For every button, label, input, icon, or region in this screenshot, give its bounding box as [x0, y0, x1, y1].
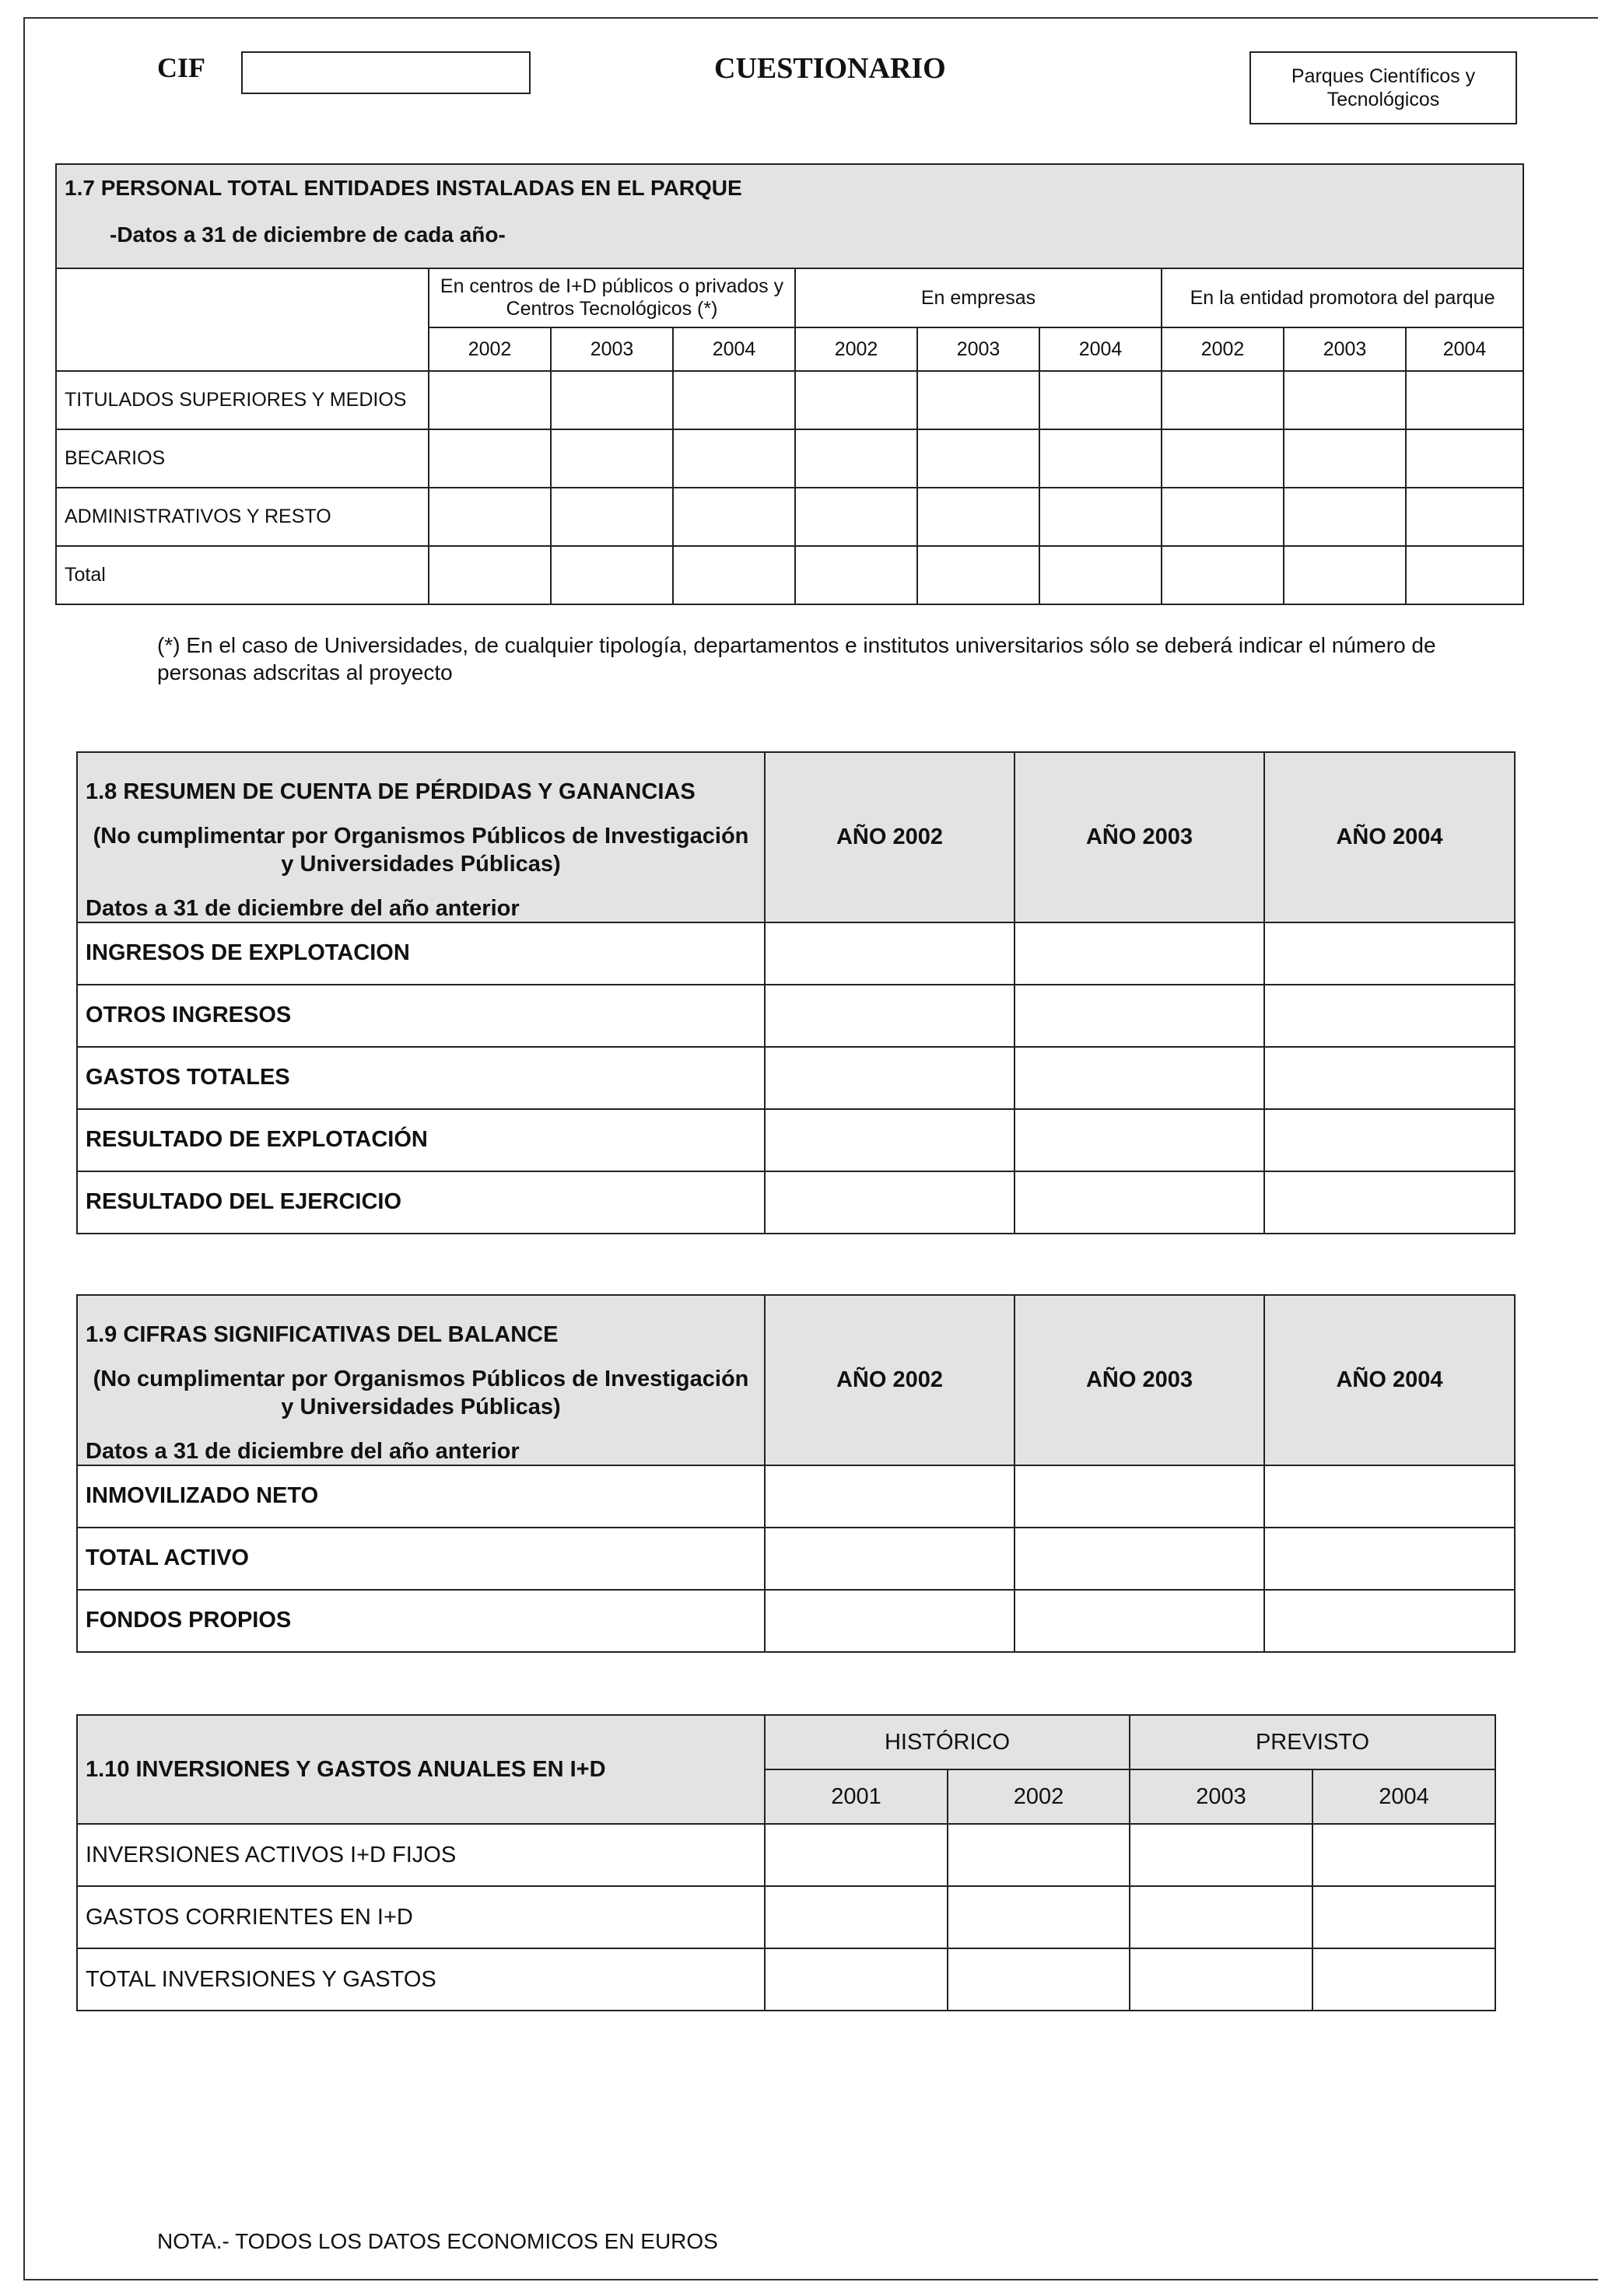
- year-header: 2004: [1312, 1769, 1495, 1824]
- row-label: GASTOS TOTALES: [77, 1047, 765, 1109]
- section-1-7-header: [56, 164, 1523, 268]
- input-cell[interactable]: [948, 1824, 1130, 1886]
- input-cell[interactable]: [1162, 371, 1284, 429]
- year-header: 2003: [1284, 327, 1406, 371]
- year-header: 2004: [673, 327, 795, 371]
- input-cell[interactable]: [1264, 1109, 1515, 1171]
- table-row: [77, 922, 1515, 985]
- year-header: AÑO 2004: [1264, 752, 1515, 922]
- table-row: [77, 1824, 1495, 1886]
- year-header: 2003: [1130, 1769, 1312, 1824]
- year-header: AÑO 2002: [765, 1295, 1015, 1465]
- table-personal-total: [55, 163, 1524, 605]
- input-cell[interactable]: [1162, 429, 1284, 488]
- input-cell[interactable]: [917, 546, 1039, 604]
- input-cell[interactable]: [765, 1824, 948, 1886]
- input-cell[interactable]: [1264, 1465, 1515, 1528]
- cif-label: CIF: [157, 52, 205, 83]
- section-1-7-title: 1.7 PERSONAL TOTAL ENTIDADES INSTALADAS EN EL PARQUE: [65, 176, 742, 200]
- row-label: TOTAL ACTIVO: [77, 1528, 765, 1590]
- document-category-box: Parques Científicos y Tecnológicos: [1249, 51, 1517, 124]
- input-cell[interactable]: [795, 488, 917, 546]
- input-cell[interactable]: [429, 371, 551, 429]
- input-cell[interactable]: [765, 985, 1015, 1047]
- input-cell[interactable]: [765, 1047, 1015, 1109]
- input-cell[interactable]: [765, 1109, 1015, 1171]
- table-row: [77, 1465, 1515, 1528]
- table-row: [77, 1948, 1495, 2011]
- row-label: INVERSIONES ACTIVOS I+D FIJOS: [77, 1824, 765, 1886]
- input-cell[interactable]: [948, 1886, 1130, 1948]
- table-perdidas-ganancias: [76, 751, 1516, 1234]
- input-cell[interactable]: [1284, 429, 1406, 488]
- section-1-9-header: [77, 1295, 765, 1465]
- year-header: AÑO 2003: [1015, 1295, 1264, 1465]
- input-cell[interactable]: [1015, 1109, 1264, 1171]
- year-header: 2002: [795, 327, 917, 371]
- table-row: [56, 429, 1523, 488]
- row-label: FONDOS PROPIOS: [77, 1590, 765, 1652]
- input-cell[interactable]: [673, 371, 795, 429]
- section-1-10-title: 1.10 INVERSIONES Y GASTOS ANUALES EN I+D: [77, 1715, 765, 1824]
- table-row: [77, 1171, 1515, 1234]
- row-label: TITULADOS SUPERIORES Y MEDIOS: [56, 371, 429, 429]
- input-cell[interactable]: [1264, 1590, 1515, 1652]
- previsto-header: PREVISTO: [1130, 1715, 1495, 1769]
- input-cell[interactable]: [795, 371, 917, 429]
- input-cell[interactable]: [1264, 1171, 1515, 1234]
- input-cell[interactable]: [673, 546, 795, 604]
- footnote: (*) En el caso de Universidades, de cualquier tipología, departamentos e institutos universitarios sólo se deberá indicar el número de personas adscritas al proyecto: [157, 633, 1436, 684]
- input-cell[interactable]: [429, 488, 551, 546]
- table-row: [56, 546, 1523, 604]
- input-cell[interactable]: [1264, 922, 1515, 985]
- table-row: [77, 985, 1515, 1047]
- input-cell[interactable]: [1039, 429, 1162, 488]
- input-cell[interactable]: [765, 1171, 1015, 1234]
- input-cell[interactable]: [1015, 1047, 1264, 1109]
- year-header: 2003: [917, 327, 1039, 371]
- row-label: Total: [56, 546, 429, 604]
- year-header: 2002: [429, 327, 551, 371]
- input-cell[interactable]: [1015, 985, 1264, 1047]
- row-label-header-cell: [56, 268, 429, 371]
- input-cell[interactable]: [1284, 546, 1406, 604]
- year-header: AÑO 2004: [1264, 1295, 1515, 1465]
- table-row: [77, 1886, 1495, 1948]
- input-cell[interactable]: [1264, 1047, 1515, 1109]
- input-cell[interactable]: [1130, 1886, 1312, 1948]
- input-cell[interactable]: [1130, 1824, 1312, 1886]
- table-row: [56, 488, 1523, 546]
- input-cell[interactable]: [765, 1948, 948, 2011]
- input-cell[interactable]: [1264, 1528, 1515, 1590]
- input-cell[interactable]: [1264, 985, 1515, 1047]
- input-cell[interactable]: [948, 1948, 1130, 2011]
- input-cell[interactable]: [1312, 1948, 1495, 2011]
- input-cell[interactable]: [1015, 1171, 1264, 1234]
- input-cell[interactable]: [429, 429, 551, 488]
- table-row: [77, 1109, 1515, 1171]
- document-title: CUESTIONARIO: [714, 52, 946, 85]
- input-cell[interactable]: [1406, 429, 1523, 488]
- table-row: [77, 1590, 1515, 1652]
- group-header-rd-centers: En centros de I+D públicos o privados y Centros Tecnológicos (*): [429, 268, 795, 327]
- section-1-9-note: (No cumplimentar por Organismos Públicos de Investigación y Universidades Públicas): [93, 1367, 749, 1420]
- row-label: INGRESOS DE EXPLOTACION: [77, 922, 765, 985]
- input-cell[interactable]: [1039, 371, 1162, 429]
- year-header: 2004: [1406, 327, 1523, 371]
- year-header: 2004: [1039, 327, 1162, 371]
- input-cell[interactable]: [765, 1590, 1015, 1652]
- input-cell[interactable]: [1015, 1590, 1264, 1652]
- input-cell[interactable]: [551, 429, 673, 488]
- input-cell[interactable]: [765, 1528, 1015, 1590]
- input-cell[interactable]: [551, 546, 673, 604]
- input-cell[interactable]: [673, 429, 795, 488]
- row-label: GASTOS CORRIENTES EN I+D: [77, 1886, 765, 1948]
- input-cell[interactable]: [551, 488, 673, 546]
- currency-note: NOTA.- TODOS LOS DATOS ECONOMICOS EN EUROS: [157, 2229, 718, 2253]
- input-cell[interactable]: [1284, 371, 1406, 429]
- input-cell[interactable]: [1312, 1886, 1495, 1948]
- section-1-8-date-note: Datos a 31 de diciembre del año anterior: [86, 895, 520, 921]
- input-cell[interactable]: [1015, 1528, 1264, 1590]
- input-cell[interactable]: [765, 1886, 948, 1948]
- year-header: 2002: [948, 1769, 1130, 1824]
- section-1-8-title: 1.8 RESUMEN DE CUENTA DE PÉRDIDAS Y GANANCIAS: [86, 779, 696, 804]
- input-cell[interactable]: [765, 1465, 1015, 1528]
- input-cell[interactable]: [917, 488, 1039, 546]
- year-header: 2003: [551, 327, 673, 371]
- section-1-9-date-note: Datos a 31 de diciembre del año anterior: [86, 1438, 520, 1464]
- input-cell[interactable]: [1162, 488, 1284, 546]
- historico-header: HISTÓRICO: [765, 1715, 1130, 1769]
- input-cell[interactable]: [1312, 1824, 1495, 1886]
- input-cell[interactable]: [429, 546, 551, 604]
- section-1-9-title: 1.9 CIFRAS SIGNIFICATIVAS DEL BALANCE: [86, 1322, 559, 1347]
- input-cell[interactable]: [765, 922, 1015, 985]
- row-label: RESULTADO DE EXPLOTACIÓN: [77, 1109, 765, 1171]
- row-label: RESULTADO DEL EJERCICIO: [77, 1171, 765, 1234]
- row-label: BECARIOS: [56, 429, 429, 488]
- section-1-7-subtitle: -Datos a 31 de diciembre de cada año-: [110, 222, 506, 247]
- input-cell[interactable]: [917, 371, 1039, 429]
- input-cell[interactable]: [795, 546, 917, 604]
- row-label: ADMINISTRATIVOS Y RESTO: [56, 488, 429, 546]
- table-row: [77, 1528, 1515, 1590]
- section-1-8-note: (No cumplimentar por Organismos Públicos de Investigación y Universidades Públicas): [93, 824, 749, 877]
- input-cell[interactable]: [1039, 546, 1162, 604]
- row-label: INMOVILIZADO NETO: [77, 1465, 765, 1528]
- input-cell[interactable]: [1284, 488, 1406, 546]
- year-header: 2001: [765, 1769, 948, 1824]
- table-inversiones-gastos: [76, 1714, 1496, 2011]
- section-1-8-header: [77, 752, 765, 922]
- input-cell[interactable]: [1406, 488, 1523, 546]
- input-cell[interactable]: [1406, 371, 1523, 429]
- input-cell[interactable]: [673, 488, 795, 546]
- input-cell[interactable]: [1162, 546, 1284, 604]
- group-header-entidad-promotora: En la entidad promotora del parque: [1162, 268, 1523, 327]
- input-cell[interactable]: [551, 371, 673, 429]
- input-cell[interactable]: [1130, 1948, 1312, 2011]
- row-label: OTROS INGRESOS: [77, 985, 765, 1047]
- year-header: AÑO 2002: [765, 752, 1015, 922]
- table-cifras-balance: [76, 1294, 1516, 1653]
- row-label: TOTAL INVERSIONES Y GASTOS: [77, 1948, 765, 2011]
- cif-input[interactable]: [241, 51, 531, 94]
- table-row: [77, 1047, 1515, 1109]
- year-header: AÑO 2003: [1015, 752, 1264, 922]
- input-cell[interactable]: [795, 429, 917, 488]
- input-cell[interactable]: [1039, 488, 1162, 546]
- input-cell[interactable]: [1406, 546, 1523, 604]
- input-cell[interactable]: [917, 429, 1039, 488]
- table-row: [56, 371, 1523, 429]
- input-cell[interactable]: [1015, 1465, 1264, 1528]
- group-header-empresas: En empresas: [795, 268, 1162, 327]
- input-cell[interactable]: [1015, 922, 1264, 985]
- year-header: 2002: [1162, 327, 1284, 371]
